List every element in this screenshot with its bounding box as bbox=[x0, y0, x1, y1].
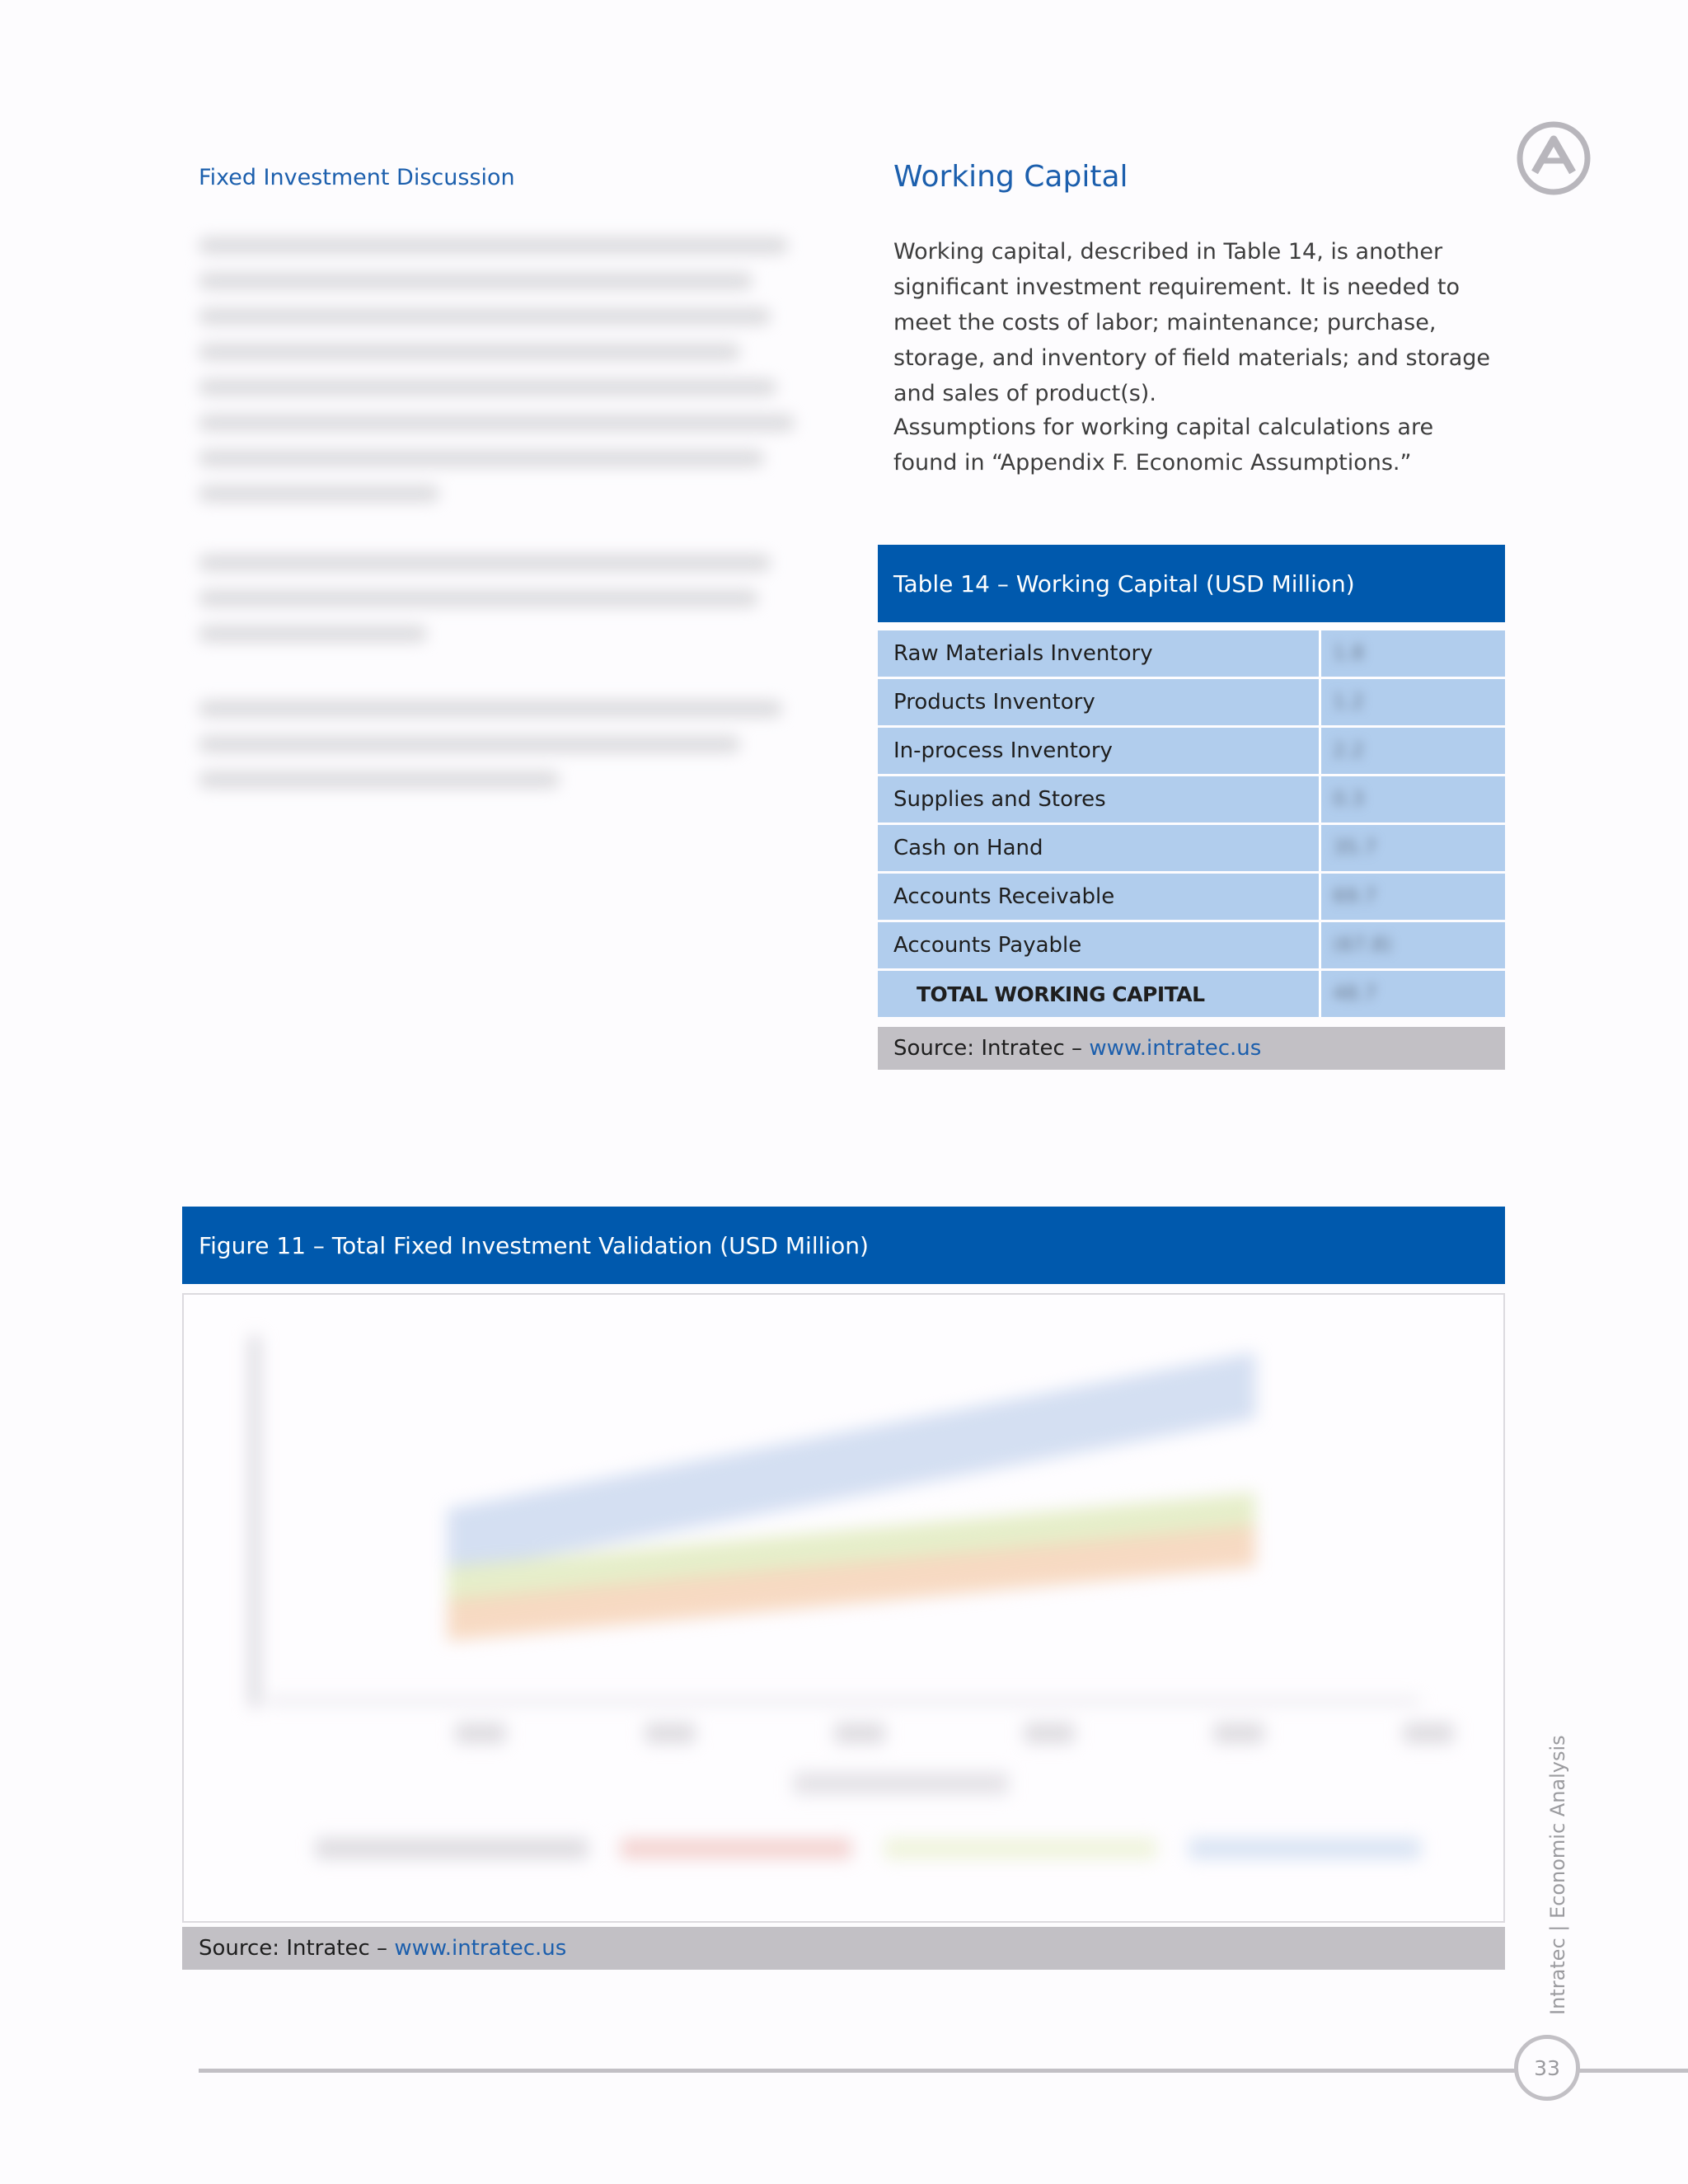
source-label: Source: Intratec – bbox=[199, 1936, 388, 1961]
row-value: 69.7 bbox=[1333, 884, 1377, 907]
table-row-total bbox=[878, 971, 1505, 1017]
blurred-paragraph bbox=[199, 701, 800, 807]
table-row bbox=[878, 825, 1505, 871]
row-label: Raw Materials Inventory bbox=[893, 641, 1153, 666]
row-value: 35.7 bbox=[1333, 836, 1377, 859]
row-value: (67.8) bbox=[1333, 933, 1393, 956]
page-number: 33 bbox=[1514, 2035, 1580, 2101]
assumptions-paragraph: Assumptions for working capital calculations are found in “Appendix F. Economic Assumptions.” bbox=[893, 415, 1434, 476]
table-row bbox=[878, 679, 1505, 725]
table-row bbox=[878, 630, 1505, 677]
figure-source bbox=[182, 1927, 1505, 1970]
blurred-paragraph bbox=[199, 237, 800, 521]
section-heading-working-capital: Working Capital bbox=[893, 160, 1128, 194]
row-label: Cash on Hand bbox=[893, 836, 1043, 860]
row-label: In-process Inventory bbox=[893, 738, 1113, 763]
blurred-paragraph bbox=[199, 555, 800, 661]
row-label: Supplies and Stores bbox=[893, 787, 1106, 812]
row-value: 48.7 bbox=[1333, 982, 1377, 1005]
row-label: Accounts Payable bbox=[893, 933, 1082, 958]
row-label: Products Inventory bbox=[893, 690, 1095, 715]
figure-chart bbox=[182, 1293, 1505, 1923]
source-link[interactable]: www.intratec.us bbox=[1089, 1036, 1262, 1061]
source-label: Source: Intratec – bbox=[893, 1036, 1083, 1061]
row-value: 1.8 bbox=[1333, 641, 1365, 664]
source-link[interactable]: www.intratec.us bbox=[394, 1936, 567, 1961]
table-row bbox=[878, 922, 1505, 968]
row-value: 1.2 bbox=[1333, 690, 1365, 713]
section-heading-fixed-investment: Fixed Investment Discussion bbox=[199, 165, 515, 190]
blurred-chart bbox=[184, 1295, 1503, 1921]
table-row bbox=[878, 728, 1505, 774]
intratec-logo-icon bbox=[1515, 120, 1592, 197]
side-caption: Intratec | Economic Analysis bbox=[1546, 1735, 1569, 2015]
row-label: Accounts Receivable bbox=[893, 884, 1115, 909]
table-source bbox=[878, 1027, 1505, 1070]
table-row bbox=[878, 776, 1505, 823]
table-row bbox=[878, 874, 1505, 920]
footer-divider bbox=[199, 2069, 1688, 2073]
table-title: Table 14 – Working Capital (USD Million) bbox=[878, 545, 1505, 622]
row-value: 2.2 bbox=[1333, 738, 1365, 762]
row-value: 0.3 bbox=[1333, 787, 1365, 810]
figure-title: Figure 11 – Total Fixed Investment Validation (USD Million) bbox=[182, 1207, 1505, 1284]
working-capital-table bbox=[878, 630, 1505, 1019]
working-capital-paragraph: Working capital, described in Table 14, is another significant investment requirement. It is needed to meet the costs of labor; maintenance; purchase, storage, and inventory of field materials; and storage and sales of product(s). bbox=[893, 239, 1491, 406]
row-label: TOTAL WORKING CAPITAL bbox=[917, 982, 1205, 1006]
